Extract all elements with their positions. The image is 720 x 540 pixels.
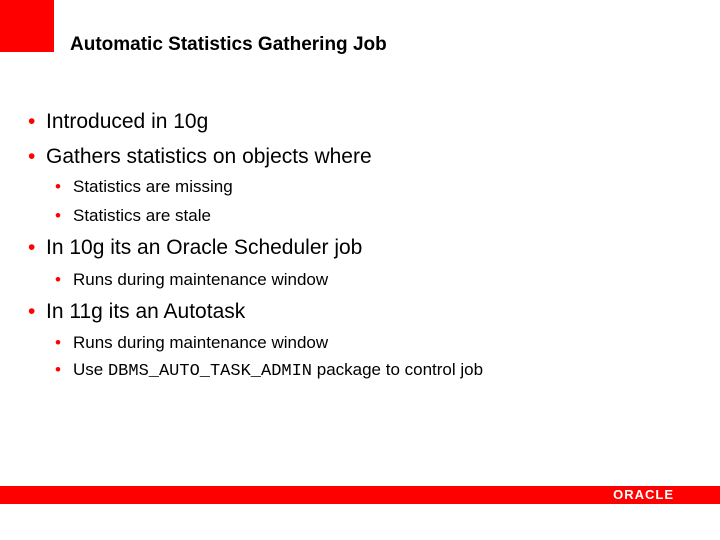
bullet-icon: • — [55, 270, 61, 289]
sub-bullet-item: • Statistics are stale — [55, 206, 211, 225]
footer-bar — [0, 486, 720, 504]
slide-title: Automatic Statistics Gathering Job — [70, 34, 387, 55]
bullet-icon: • — [28, 110, 36, 133]
bullet-item: • Introduced in 10g — [28, 110, 209, 133]
sub-bullet-item: • Runs during maintenance window — [55, 270, 329, 289]
bullet-icon: • — [28, 300, 36, 323]
sub-bullet-item: • Use DBMS_AUTO_TASK_ADMIN package to control job — [55, 360, 484, 381]
bullet-icon: • — [55, 333, 61, 352]
bullet-icon: • — [28, 145, 36, 168]
bullet-icon: • — [55, 177, 61, 196]
sub-bullet-item: • Statistics are missing — [55, 177, 233, 196]
code-package-name: DBMS_AUTO_TASK_ADMIN — [107, 362, 313, 381]
bullet-icon: • — [28, 236, 36, 259]
bullet-item: • In 11g its an Autotask — [28, 300, 246, 323]
bullet-item: • In 10g its an Oracle Scheduler job — [28, 236, 363, 259]
bullet-icon: • — [55, 206, 61, 225]
sub-bullet-item: • Runs during maintenance window — [55, 333, 329, 352]
bullet-item: • Gathers statistics on objects where — [28, 145, 372, 168]
bullet-icon: • — [55, 360, 61, 379]
oracle-logo: ORACLE — [613, 487, 674, 502]
